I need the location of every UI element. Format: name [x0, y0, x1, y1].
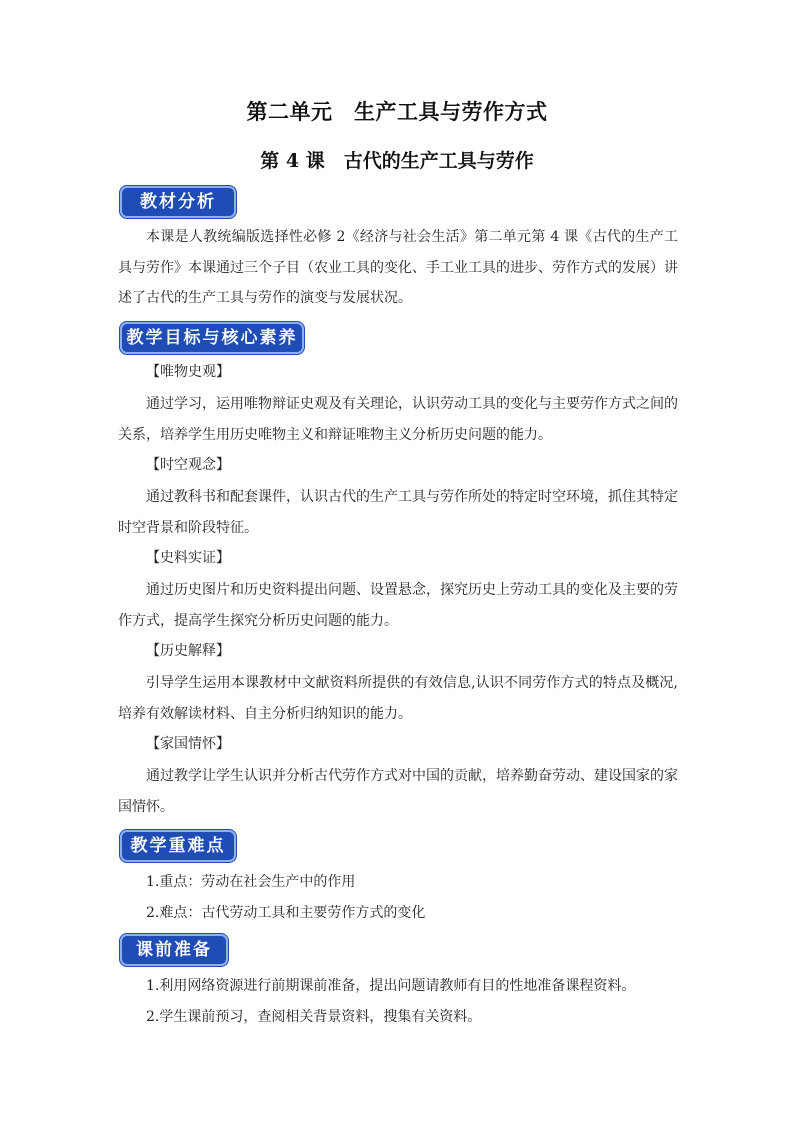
- section-heading-keypoints: 教学重难点: [120, 830, 236, 862]
- objective-label-spacetime: 【时空观念】: [146, 457, 230, 473]
- analysis-paragraph: 本课是人教统编版选择性必修 2《经济与社会生活》第二单元第 4 课《古代的生产工具与劳作》本课通过三个子目（农业工具的变化、手工业工具的进步、劳作方式的发展）讲述了古代的生产工具与劳作的演变与发展状况。: [118, 229, 678, 306]
- section-heading-analysis: 教材分析: [120, 186, 236, 218]
- section-heading-preparation: 课前准备: [120, 934, 228, 966]
- objective-label-patriotism: 【家国情怀】: [146, 736, 230, 752]
- keypoint-item-focus: 1.重点：劳动在社会生产中的作用: [146, 874, 356, 890]
- preparation-item-2: 2.学生课前预习，查阅相关背景资料，搜集有关资料。: [146, 1009, 482, 1025]
- objective-text-patriotism: 通过教学让学生认识并分析古代劳作方式对中国的贡献，培养勤奋劳动、建设国家的家国情怀。: [118, 768, 678, 815]
- objective-text-interpretation: 引导学生运用本课教材中文献资料所提供的有效信息,认识不同劳作方式的特点及概况,培养有效解读材料、自主分析归纳知识的能力。: [118, 675, 678, 722]
- preparation-item-1: 1.利用网络资源进行前期课前准备，提出问题请教师有目的性地准备课程资料。: [146, 978, 636, 994]
- lesson-title: 第 4 课 古代的生产工具与劳作: [260, 150, 534, 172]
- keypoint-item-difficulty: 2.难点：古代劳动工具和主要劳作方式的变化: [146, 905, 426, 921]
- unit-title: 第二单元 生产工具与劳作方式: [246, 99, 548, 124]
- section-heading-objectives: 教学目标与核心素养: [120, 322, 304, 354]
- objective-label-interpretation: 【历史解释】: [146, 643, 230, 659]
- objective-label-materialism: 【唯物史观】: [146, 364, 230, 380]
- objective-text-materialism: 通过学习，运用唯物辩证史观及有关理论，认识劳动工具的变化与主要劳作方式之间的关系，培养学生用历史唯物主义和辩证唯物主义分析历史问题的能力。: [118, 396, 678, 443]
- objective-text-evidence: 通过历史图片和历史资料提出问题、设置悬念，探究历史上劳动工具的变化及主要的劳作方式，提高学生探究分析历史问题的能力。: [118, 582, 678, 629]
- objective-label-evidence: 【史料实证】: [146, 550, 230, 566]
- objective-text-spacetime: 通过教科书和配套课件，认识古代的生产工具与劳作所处的特定时空环境，抓住其特定时空背景和阶段特征。: [118, 489, 678, 536]
